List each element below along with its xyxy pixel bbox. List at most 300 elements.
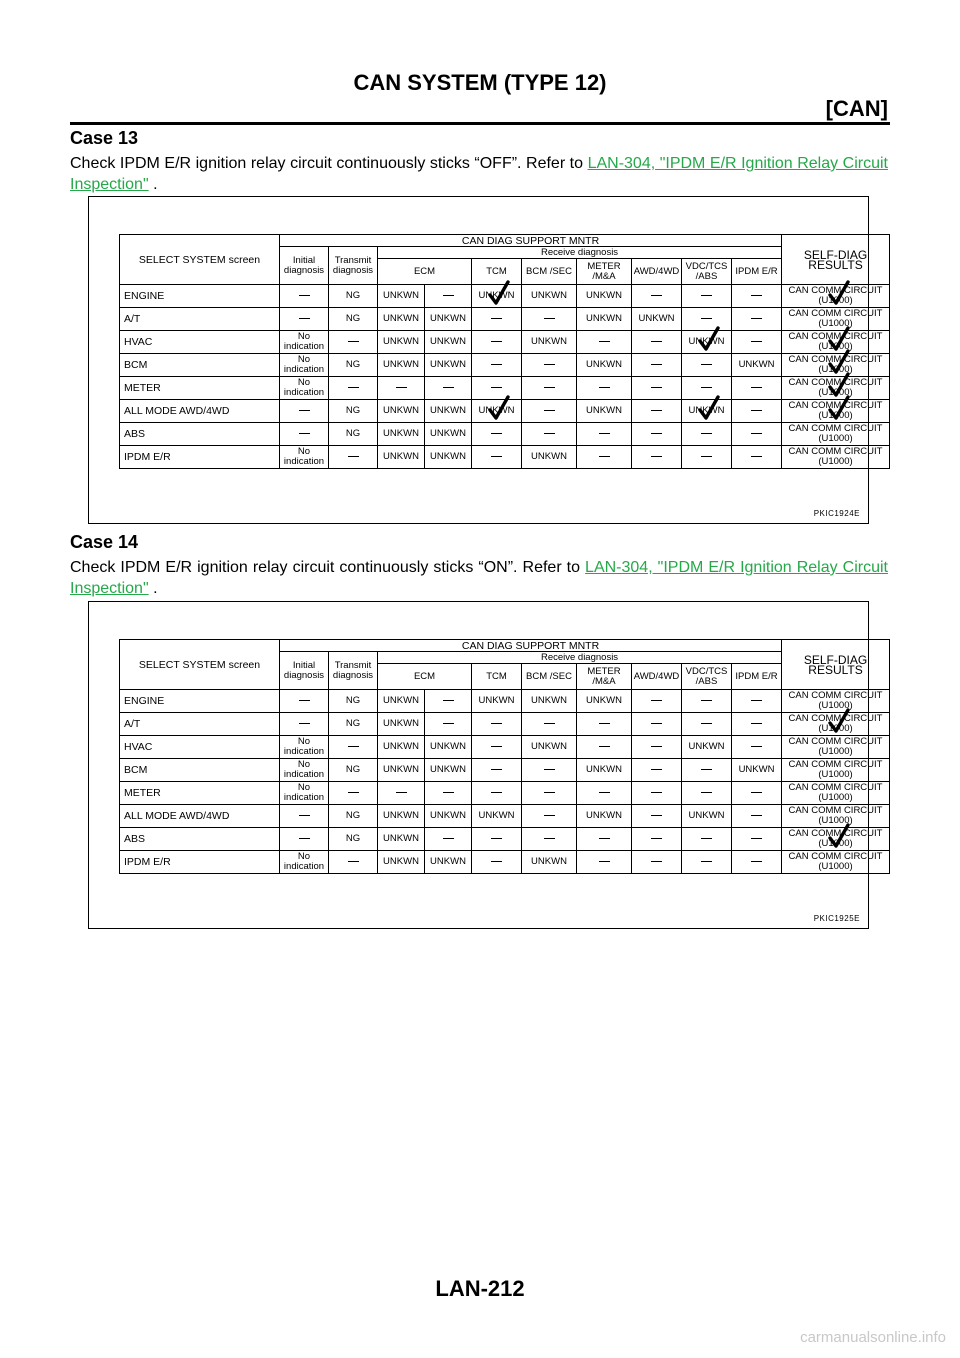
self-diag-result-cell xyxy=(782,400,890,423)
receive-column-header: TCM xyxy=(472,664,522,690)
receive-value xyxy=(491,834,502,844)
receive-value: UNKWN xyxy=(586,810,622,821)
receive-diagnosis-header: Receive diagnosis xyxy=(378,247,782,259)
receive-value xyxy=(599,742,610,752)
dash-mark xyxy=(443,700,454,702)
receive-diagnosis-cell xyxy=(425,446,472,469)
dash-mark xyxy=(299,723,310,725)
initial-diagnosis-cell: No indication xyxy=(280,446,329,469)
receive-value: UNKWN xyxy=(738,359,775,370)
receive-diagnosis-cell xyxy=(425,851,472,874)
dash-mark xyxy=(651,792,662,794)
dash-mark xyxy=(651,815,662,817)
receive-diagnosis-cell xyxy=(425,690,472,713)
dash-mark xyxy=(701,295,712,297)
figure-case-13 xyxy=(88,196,883,524)
receive-value xyxy=(701,765,712,775)
initial-diagnosis-cell xyxy=(280,423,329,446)
initial-diagnosis-cell: No indication xyxy=(280,782,329,805)
figure-case-14 xyxy=(88,601,883,929)
receive-diagnosis-cell xyxy=(472,713,522,736)
dash-mark xyxy=(299,410,310,412)
self-diag-header: SELF-DIAG RESULTS xyxy=(782,640,890,690)
receive-diagnosis-cell xyxy=(732,308,782,331)
self-diag-result-cell xyxy=(782,759,890,782)
transmit-diagnosis-cell: NG xyxy=(329,713,378,736)
receive-value: UNKWN xyxy=(430,451,466,462)
dash-mark xyxy=(651,364,662,366)
dash-mark xyxy=(701,318,712,320)
receive-value: UNKWN xyxy=(383,451,419,462)
transmit-diagnosis-cell xyxy=(329,851,378,874)
receive-value xyxy=(599,834,610,844)
initial-diagnosis-cell xyxy=(280,690,329,713)
system-name-cell: ABS xyxy=(120,423,280,446)
case-13-link[interactable]: LAN-304, "IPDM E/R Ignition Relay Circuit Inspection" xyxy=(70,155,889,193)
receive-diagnosis-cell xyxy=(682,759,732,782)
system-name-cell: HVAC xyxy=(120,736,280,759)
receive-diagnosis-cell xyxy=(378,736,425,759)
table-row xyxy=(120,828,890,851)
dash-mark xyxy=(299,815,310,817)
receive-value: UNKWN xyxy=(479,291,515,301)
check-mark-icon xyxy=(698,326,720,352)
can-diag-header: CAN DIAG SUPPORT MNTR xyxy=(280,640,782,652)
receive-diagnosis-cell xyxy=(472,736,522,759)
receive-value xyxy=(651,696,662,706)
receive-value: UNKWN xyxy=(531,856,567,867)
dash-mark xyxy=(544,433,555,435)
receive-diagnosis-cell xyxy=(682,828,732,851)
receive-diagnosis-cell xyxy=(632,285,682,308)
receive-value xyxy=(651,742,662,752)
dash-mark xyxy=(751,861,762,863)
receive-value xyxy=(701,834,712,844)
receive-value xyxy=(544,406,555,416)
receive-diagnosis-cell xyxy=(522,423,577,446)
dash-mark xyxy=(544,769,555,771)
receive-diagnosis-cell xyxy=(632,377,682,400)
receive-diagnosis-cell xyxy=(425,782,472,805)
transmit-diagnosis-cell: NG xyxy=(329,354,378,377)
receive-value xyxy=(491,314,502,324)
initial-diagnosis-cell xyxy=(280,713,329,736)
page-header-title: CAN SYSTEM (TYPE 12) xyxy=(353,70,607,95)
receive-value xyxy=(599,719,610,729)
result-line-2: (U1000) xyxy=(818,700,853,711)
dash-mark xyxy=(751,700,762,702)
receive-value xyxy=(491,337,502,347)
system-name-cell: METER xyxy=(120,377,280,400)
receive-value xyxy=(599,337,610,347)
receive-diagnosis-cell xyxy=(522,354,577,377)
receive-diagnosis-cell xyxy=(522,851,577,874)
initial-diagnosis-cell xyxy=(280,308,329,331)
receive-column-header: TCM xyxy=(472,259,522,285)
table-row xyxy=(120,377,890,400)
receive-value: UNKWN xyxy=(383,359,419,370)
receive-value xyxy=(544,719,555,729)
receive-diagnosis-cell xyxy=(378,308,425,331)
receive-column-header: METER /M&A xyxy=(577,259,632,285)
receive-value xyxy=(651,811,662,821)
dash-mark xyxy=(544,364,555,366)
dash-mark xyxy=(701,364,712,366)
receive-value xyxy=(751,337,762,347)
receive-diagnosis-cell xyxy=(425,423,472,446)
result-line-1: CAN COMM CIRCUIT xyxy=(788,446,883,457)
dash-mark xyxy=(651,295,662,297)
receive-diagnosis-cell xyxy=(682,354,732,377)
receive-diagnosis-cell xyxy=(632,423,682,446)
receive-diagnosis-cell xyxy=(732,285,782,308)
receive-value: UNKWN xyxy=(688,741,725,752)
header-rule xyxy=(70,122,890,125)
table-row xyxy=(120,805,890,828)
receive-column-header: BCM /SEC xyxy=(522,664,577,690)
receive-value xyxy=(751,811,762,821)
receive-value: UNKWN xyxy=(383,695,419,706)
dash-mark xyxy=(443,295,454,297)
initial-diagnosis-cell xyxy=(280,828,329,851)
can-diag-header: CAN DIAG SUPPORT MNTR xyxy=(280,235,782,247)
dash-mark xyxy=(299,318,310,320)
receive-value xyxy=(443,383,454,393)
receive-diagnosis-cell xyxy=(682,308,732,331)
receive-value xyxy=(599,452,610,462)
receive-value xyxy=(396,788,407,798)
receive-diagnosis-cell xyxy=(378,690,425,713)
receive-value xyxy=(651,406,662,416)
receive-value: UNKWN xyxy=(383,290,419,301)
receive-diagnosis-cell xyxy=(378,828,425,851)
receive-diagnosis-cell xyxy=(732,354,782,377)
dash-mark xyxy=(751,838,762,840)
dash-mark xyxy=(348,792,359,794)
receive-diagnosis-cell xyxy=(378,285,425,308)
system-name-cell: METER xyxy=(120,782,280,805)
receive-value xyxy=(701,788,712,798)
dash-mark xyxy=(651,410,662,412)
receive-diagnosis-cell xyxy=(472,759,522,782)
system-name-cell: ABS xyxy=(120,828,280,851)
receive-diagnosis-cell xyxy=(732,377,782,400)
receive-value xyxy=(651,834,662,844)
dash-mark xyxy=(701,861,712,863)
receive-diagnosis-cell xyxy=(378,446,425,469)
receive-diagnosis-cell xyxy=(632,446,682,469)
receive-diagnosis-cell xyxy=(682,805,732,828)
receive-value: UNKWN xyxy=(430,336,466,347)
initial-diagnosis-header: Initial diagnosis xyxy=(280,652,329,690)
receive-value: UNKWN xyxy=(383,428,419,439)
receive-diagnosis-cell xyxy=(378,331,425,354)
receive-diagnosis-cell xyxy=(732,805,782,828)
self-diag-result-cell xyxy=(782,285,890,308)
dash-mark xyxy=(599,341,610,343)
page-header-section: [CAN] xyxy=(825,96,888,121)
receive-value: UNKWN xyxy=(383,810,419,821)
dash-mark xyxy=(751,723,762,725)
receive-column-header: METER /M&A xyxy=(577,664,632,690)
dash-mark xyxy=(751,341,762,343)
result-line-2: (U1000) xyxy=(818,456,853,467)
receive-diagnosis-cell xyxy=(682,285,732,308)
receive-value: UNKWN xyxy=(586,313,622,324)
receive-value xyxy=(491,788,502,798)
receive-diagnosis-cell xyxy=(425,308,472,331)
select-system-header: SELECT SYSTEM screen xyxy=(120,235,280,285)
dash-mark xyxy=(348,861,359,863)
dash-mark xyxy=(751,815,762,817)
receive-diagnosis-cell xyxy=(522,713,577,736)
receive-diagnosis-cell xyxy=(472,828,522,851)
receive-diagnosis-cell xyxy=(577,354,632,377)
result-line-2: (U1000) xyxy=(818,723,853,734)
initial-diagnosis-cell: No indication xyxy=(280,354,329,377)
result-line-1: CAN COMM CIRCUIT xyxy=(788,331,883,342)
case-14-text-after: . xyxy=(148,580,158,597)
dash-mark xyxy=(701,838,712,840)
self-diag-result-cell xyxy=(782,851,890,874)
receive-value xyxy=(701,383,712,393)
dash-mark xyxy=(651,769,662,771)
dash-mark xyxy=(299,433,310,435)
receive-diagnosis-cell xyxy=(682,851,732,874)
diagnosis-table xyxy=(119,639,890,874)
receive-diagnosis-cell xyxy=(522,377,577,400)
receive-diagnosis-cell xyxy=(522,736,577,759)
receive-value xyxy=(544,383,555,393)
self-diag-result-cell xyxy=(782,354,890,377)
case-13-text-before: Check IPDM E/R ignition relay circuit continuously sticks “OFF”. Refer to xyxy=(70,155,588,172)
receive-diagnosis-cell xyxy=(472,400,522,423)
self-diag-result-cell xyxy=(782,782,890,805)
initial-diagnosis-cell: No indication xyxy=(280,736,329,759)
dash-mark xyxy=(348,456,359,458)
dash-mark xyxy=(544,838,555,840)
result-line-2: (U1000) xyxy=(818,387,853,398)
receive-value xyxy=(599,788,610,798)
receive-value xyxy=(443,696,454,706)
receive-value xyxy=(701,696,712,706)
dash-mark xyxy=(751,318,762,320)
receive-value: UNKWN xyxy=(689,337,725,347)
receive-diagnosis-cell xyxy=(632,354,682,377)
receive-diagnosis-cell xyxy=(472,690,522,713)
page-number: LAN-212 xyxy=(435,1276,525,1301)
receive-diagnosis-cell xyxy=(472,377,522,400)
receive-diagnosis-cell xyxy=(682,713,732,736)
dash-mark xyxy=(396,792,407,794)
receive-value xyxy=(651,383,662,393)
receive-value: UNKWN xyxy=(383,764,419,775)
table-row xyxy=(120,690,890,713)
receive-value xyxy=(751,834,762,844)
receive-value: UNKWN xyxy=(383,336,419,347)
dash-mark xyxy=(491,318,502,320)
receive-value xyxy=(599,857,610,867)
receive-value xyxy=(599,383,610,393)
result-line-2: (U1000) xyxy=(818,769,853,780)
result-line-2: (U1000) xyxy=(818,815,853,826)
receive-diagnosis-cell xyxy=(577,713,632,736)
receive-diagnosis-cell xyxy=(632,851,682,874)
dash-mark xyxy=(491,769,502,771)
receive-column-header: IPDM E/R xyxy=(732,259,782,285)
receive-diagnosis-cell xyxy=(577,828,632,851)
initial-diagnosis-cell: No indication xyxy=(280,331,329,354)
dash-mark xyxy=(443,387,454,389)
receive-column-header: AWD/4WD xyxy=(632,259,682,285)
dash-mark xyxy=(491,723,502,725)
receive-value: UNKWN xyxy=(531,695,567,706)
dash-mark xyxy=(651,838,662,840)
dash-mark xyxy=(491,861,502,863)
receive-diagnosis-cell xyxy=(522,446,577,469)
receive-diagnosis-cell xyxy=(472,354,522,377)
receive-diagnosis-cell xyxy=(682,736,732,759)
dash-mark xyxy=(751,410,762,412)
receive-diagnosis-cell xyxy=(682,377,732,400)
receive-value xyxy=(544,429,555,439)
receive-value: UNKWN xyxy=(383,405,419,416)
receive-value: UNKWN xyxy=(430,313,466,324)
receive-diagnosis-cell xyxy=(425,354,472,377)
receive-diagnosis-cell xyxy=(378,377,425,400)
receive-value xyxy=(651,429,662,439)
result-line-1: CAN COMM CIRCUIT xyxy=(788,690,883,701)
receive-diagnosis-cell xyxy=(732,331,782,354)
transmit-diagnosis-cell: NG xyxy=(329,308,378,331)
receive-diagnosis-cell xyxy=(732,782,782,805)
receive-diagnosis-cell xyxy=(425,285,472,308)
receive-value: UNKWN xyxy=(531,451,567,462)
receive-diagnosis-cell xyxy=(378,782,425,805)
receive-value: UNKWN xyxy=(430,741,466,752)
receive-diagnosis-cell xyxy=(522,828,577,851)
dash-mark xyxy=(599,723,610,725)
self-diag-result-cell xyxy=(782,331,890,354)
dash-mark xyxy=(299,838,310,840)
receive-diagnosis-cell xyxy=(577,423,632,446)
receive-diagnosis-cell xyxy=(682,331,732,354)
receive-value xyxy=(751,696,762,706)
receive-value xyxy=(701,314,712,324)
check-mark-icon xyxy=(488,280,510,306)
receive-diagnosis-cell xyxy=(522,805,577,828)
dash-mark xyxy=(299,295,310,297)
receive-diagnosis-cell xyxy=(632,331,682,354)
receive-value: UNKWN xyxy=(383,313,419,324)
dash-mark xyxy=(751,295,762,297)
receive-diagnosis-cell xyxy=(632,690,682,713)
transmit-diagnosis-cell xyxy=(329,331,378,354)
transmit-diagnosis-cell: NG xyxy=(329,400,378,423)
case-14-link[interactable]: LAN-304, "IPDM E/R Ignition Relay Circuit Inspection" xyxy=(70,559,888,597)
dash-mark xyxy=(651,341,662,343)
dash-mark xyxy=(544,792,555,794)
receive-value: UNKWN xyxy=(689,406,725,416)
dash-mark xyxy=(701,433,712,435)
receive-value xyxy=(701,719,712,729)
receive-diagnosis-cell xyxy=(682,782,732,805)
receive-value xyxy=(443,834,454,844)
dash-mark xyxy=(491,433,502,435)
dash-mark xyxy=(751,433,762,435)
transmit-diagnosis-cell: NG xyxy=(329,423,378,446)
receive-value xyxy=(751,291,762,301)
receive-diagnosis-cell xyxy=(425,331,472,354)
receive-column-header: ECM xyxy=(378,259,472,285)
receive-value xyxy=(751,788,762,798)
transmit-diagnosis-cell: NG xyxy=(329,690,378,713)
transmit-diagnosis-cell xyxy=(329,736,378,759)
dash-mark xyxy=(491,387,502,389)
system-name-cell: HVAC xyxy=(120,331,280,354)
result-line-1: CAN COMM CIRCUIT xyxy=(788,285,883,296)
receive-value xyxy=(491,765,502,775)
receive-diagnosis-cell xyxy=(682,690,732,713)
receive-diagnosis-cell xyxy=(472,331,522,354)
dash-mark xyxy=(751,456,762,458)
receive-value: UNKWN xyxy=(478,810,515,821)
receive-value xyxy=(491,360,502,370)
receive-column-header: BCM /SEC xyxy=(522,259,577,285)
dash-mark xyxy=(544,723,555,725)
receive-diagnosis-cell xyxy=(425,377,472,400)
receive-diagnosis-cell xyxy=(732,713,782,736)
table-row xyxy=(120,331,890,354)
receive-value xyxy=(651,719,662,729)
receive-value xyxy=(491,857,502,867)
receive-diagnosis-cell xyxy=(577,331,632,354)
receive-value xyxy=(491,383,502,393)
dash-mark xyxy=(491,456,502,458)
result-line-1: CAN COMM CIRCUIT xyxy=(788,713,883,724)
watermark: carmanualsonline.info xyxy=(800,1329,946,1346)
receive-diagnosis-cell xyxy=(425,759,472,782)
receive-diagnosis-cell xyxy=(522,400,577,423)
self-diag-result-cell xyxy=(782,736,890,759)
result-line-1: CAN COMM CIRCUIT xyxy=(788,308,883,319)
receive-diagnosis-cell xyxy=(472,805,522,828)
receive-diagnosis-cell xyxy=(425,805,472,828)
case-14-title: Case 14 xyxy=(70,532,139,552)
receive-value: UNKWN xyxy=(430,856,466,867)
table-row xyxy=(120,713,890,736)
receive-diagnosis-cell xyxy=(732,851,782,874)
receive-diagnosis-cell xyxy=(522,782,577,805)
transmit-diagnosis-cell xyxy=(329,782,378,805)
receive-value: UNKWN xyxy=(430,359,466,370)
receive-column-header: ECM xyxy=(378,664,472,690)
receive-value: UNKWN xyxy=(430,405,466,416)
select-system-header: SELECT SYSTEM screen xyxy=(120,640,280,690)
self-diag-result-cell xyxy=(782,828,890,851)
receive-value xyxy=(701,291,712,301)
receive-diagnosis-cell xyxy=(472,285,522,308)
receive-diagnosis-cell xyxy=(577,446,632,469)
receive-column-header: VDC/TCS /ABS xyxy=(682,259,732,285)
receive-value xyxy=(491,719,502,729)
receive-value xyxy=(491,429,502,439)
receive-value xyxy=(443,719,454,729)
receive-diagnosis-cell xyxy=(522,308,577,331)
dash-mark xyxy=(599,387,610,389)
receive-diagnosis-cell xyxy=(732,690,782,713)
receive-diagnosis-cell xyxy=(632,400,682,423)
